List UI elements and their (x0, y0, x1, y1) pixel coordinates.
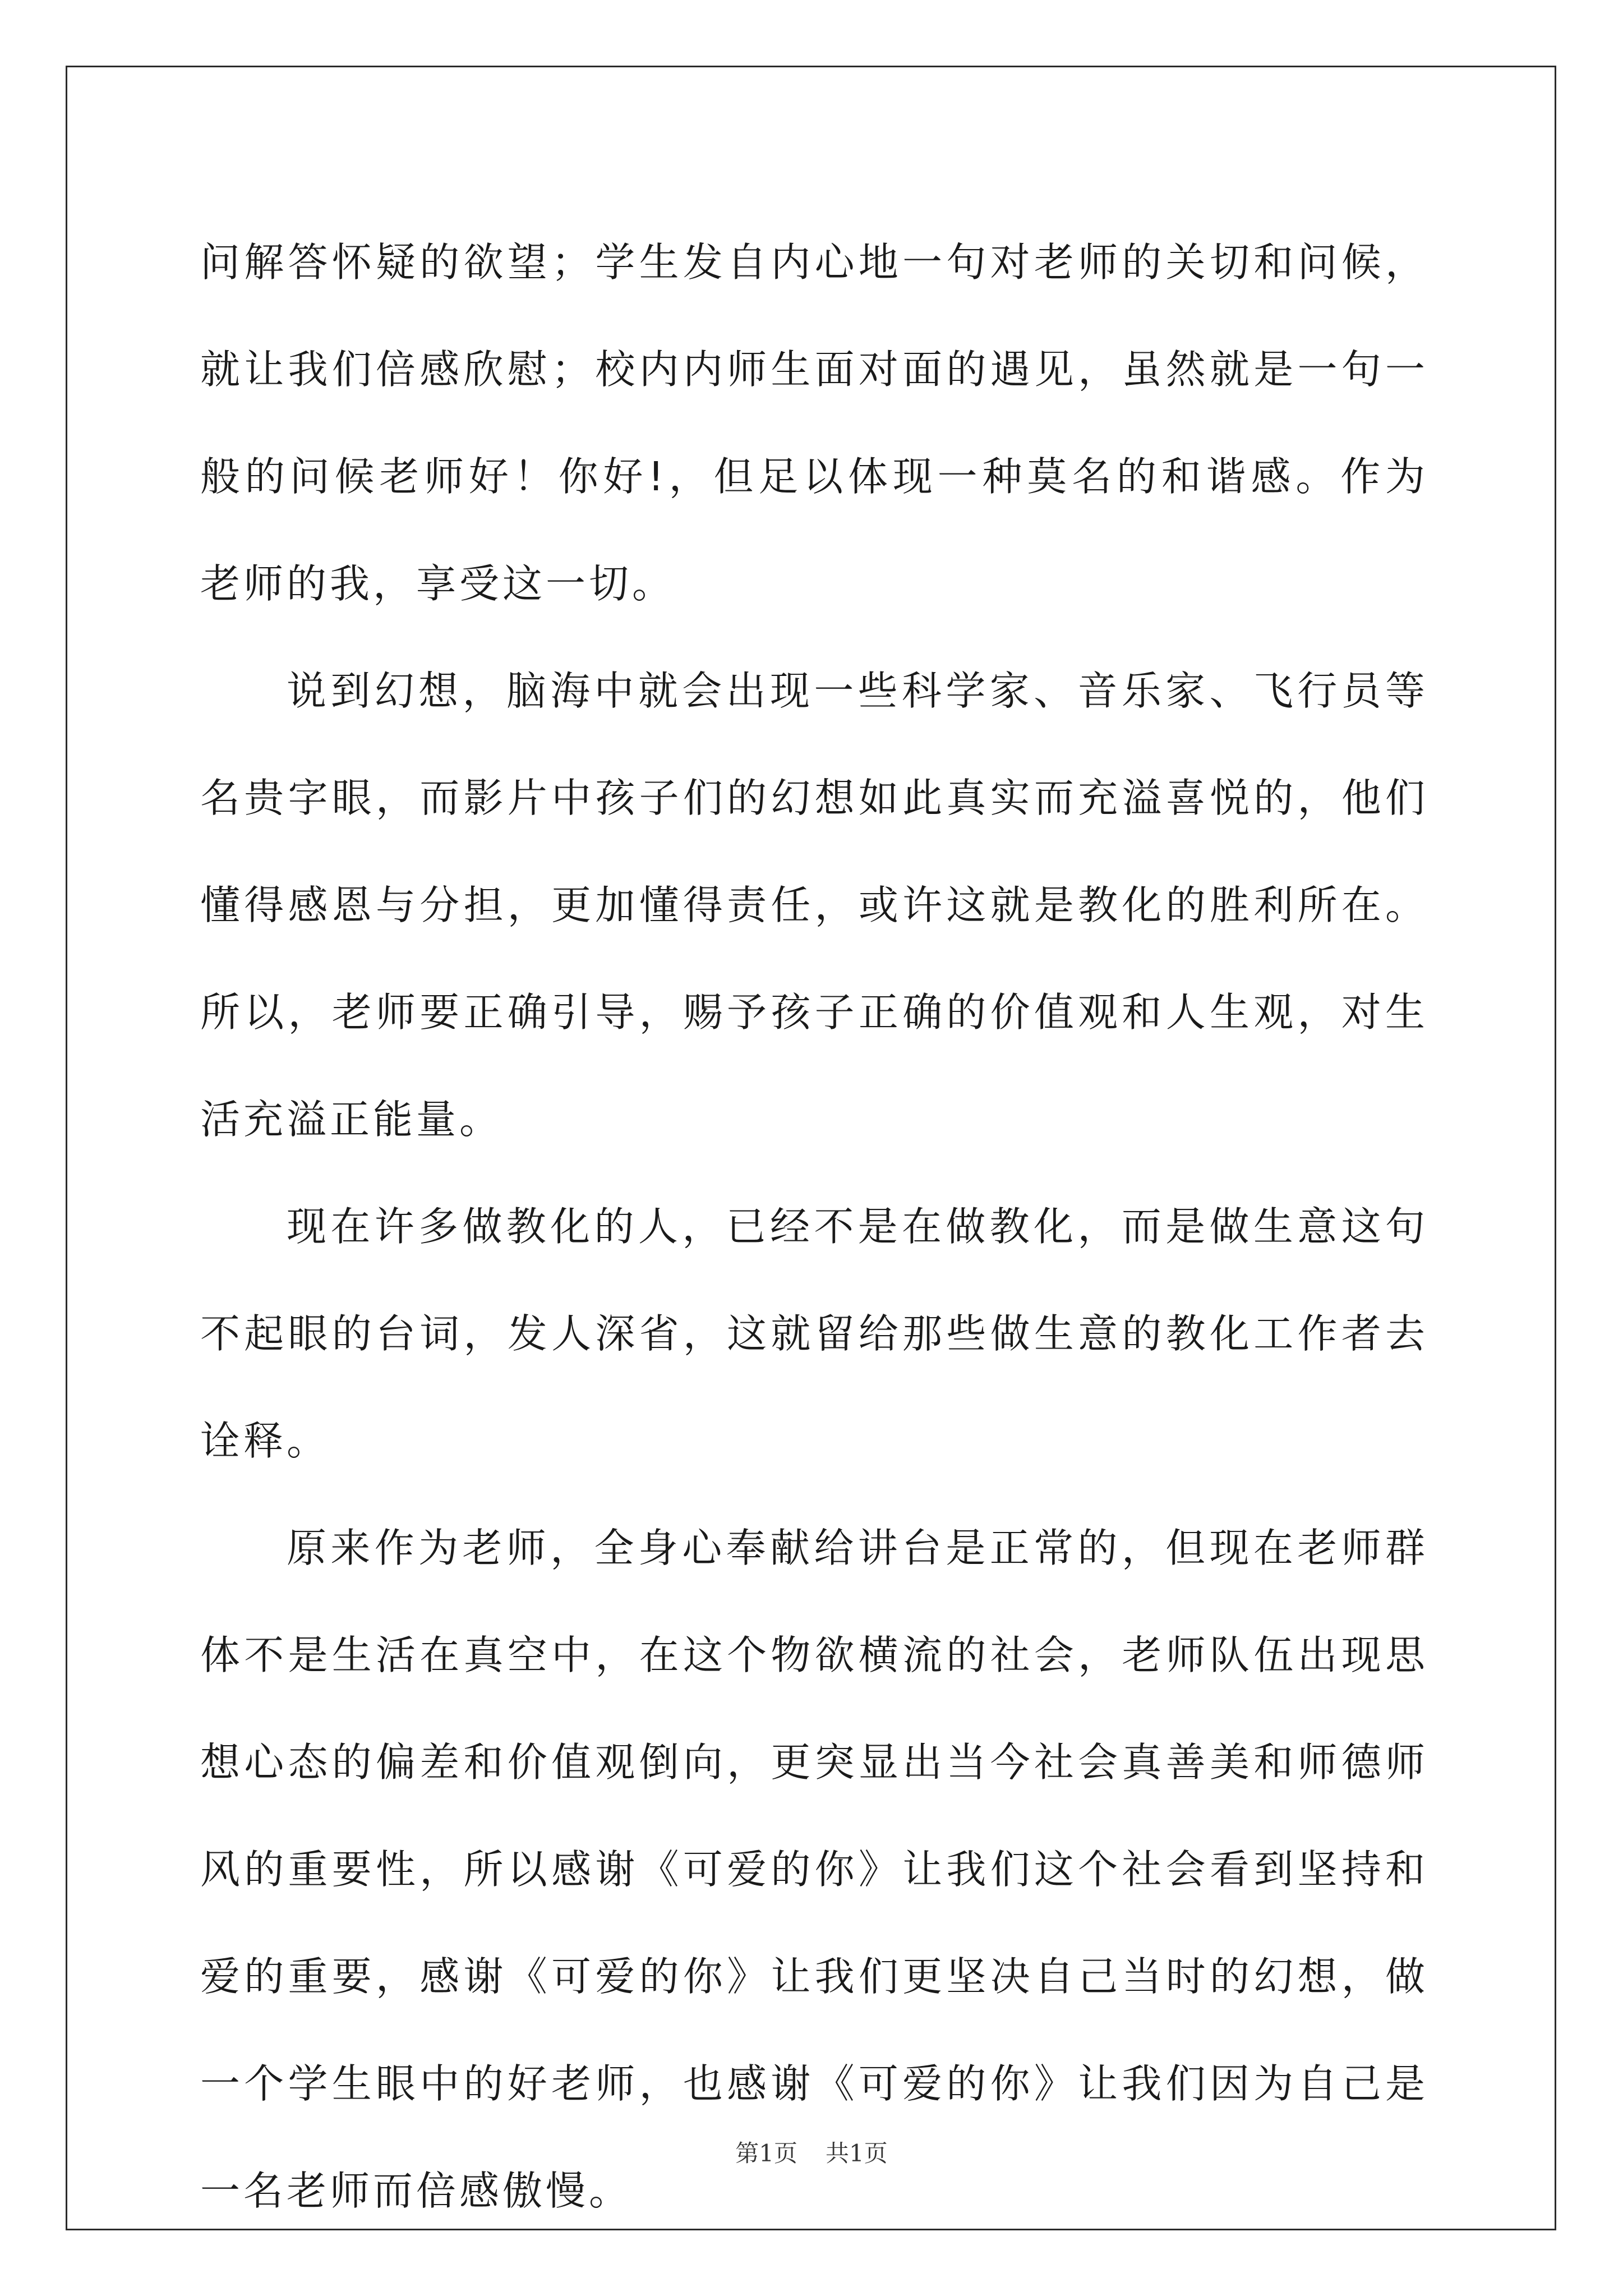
paragraph-continued: 问解答怀疑的欲望；学生发自内心地一句对老师的关切和问候，就让我们倍感欣慰；校内内师生面对面的遇见，虽然就是一句一般的问候老师好！你好!，但足以体现一种莫名的和谐感。作为老师的我，享受这一切。 (200, 239, 1428, 607)
paragraph: 现在许多做教化的人，已经不是在做教化，而是做生意这句不起眼的台词，发人深省，这就留给那些做生意的教化工作者去诠释。 (200, 1203, 1428, 1464)
document-body (200, 209, 1428, 2244)
paragraph: 说到幻想，脑海中就会出现一些科学家、音乐家、飞行员等名贵字眼，而影片中孩子们的幻想如此真实而充溢喜悦的，他们懂得感恩与分担，更加懂得责任，或许这就是教化的胜利所在。所以，老师要正确引导，赐予孩子正确的价值观和人生观，对生活充溢正能量。 (200, 668, 1428, 1143)
page-count: 共1页 (826, 2139, 888, 2167)
page-footer (0, 2135, 1623, 2169)
page-number: 第1页 (735, 2139, 797, 2167)
paragraph: 原来作为老师，全身心奉献给讲台是正常的，但现在老师群体不是生活在真空中，在这个物欲横流的社会，老师队伍出现思想心态的偏差和价值观倒向，更突显出当今社会真善美和师德师风的重要性，所以感谢《可爱的你》让我们这个社会看到坚持和爱的重要，感谢《可爱的你》让我们更坚决自己当时的幻想，做一个学生眼中的好老师，也感谢《可爱的你》让我们因为自己是一名老师而倍感傲慢。 (200, 1525, 1428, 2214)
